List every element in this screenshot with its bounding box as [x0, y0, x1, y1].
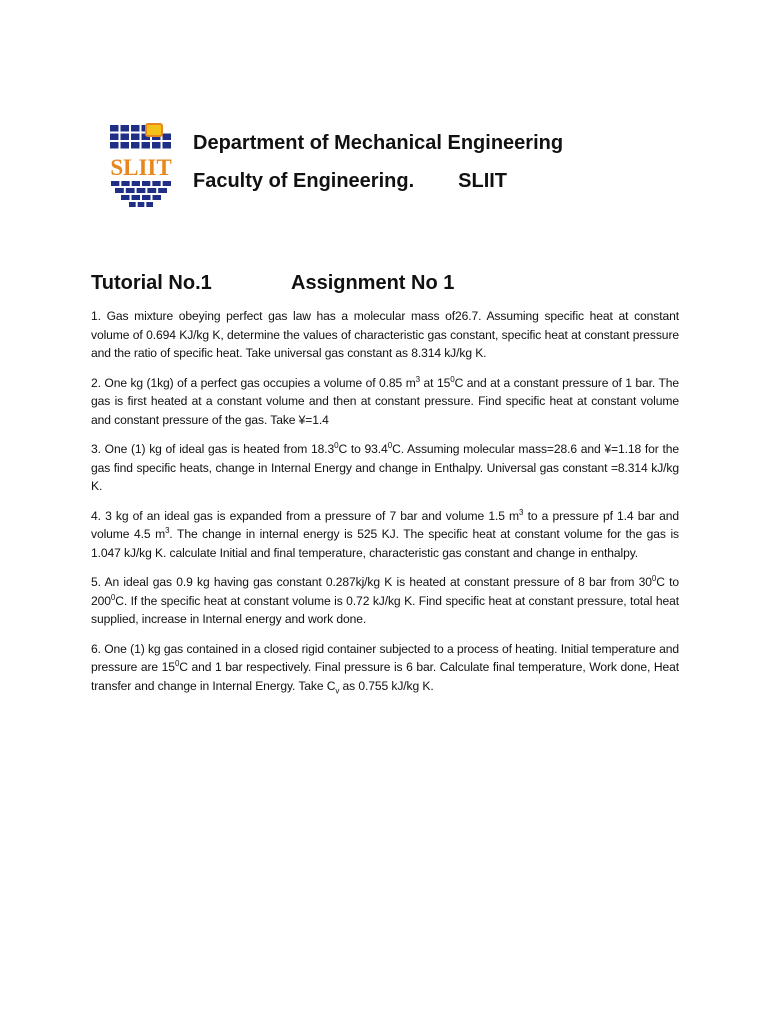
title-line — [91, 268, 455, 298]
question-text: C to 93.4 — [338, 442, 388, 456]
subscript: v — [335, 685, 340, 695]
superscript: 0 — [110, 592, 116, 602]
superscript: 0 — [174, 658, 180, 668]
superscript: 3 — [415, 374, 421, 384]
question-text: C to 200 — [91, 575, 680, 608]
question-1 — [91, 307, 679, 363]
question-text: . The change in internal energy is 525 KJ. The specific heat at constant volume for the gas is 1.047 kJ/kg K. calculate Initial and final temperature, characteristic gas constant and change in enthalpy. — [91, 527, 679, 560]
logo-shield-block — [121, 181, 129, 186]
question-text: 2. One kg (1kg) of a perfect gas occupies a volume of 0.85 m — [91, 375, 416, 390]
sliit-logo — [106, 122, 176, 210]
question-text: 6. One (1) kg gas contained in a closed rigid container subjected to a process of heating. Initial temperature and pressure are 15 — [91, 641, 679, 674]
sliit-logo-graphic — [106, 122, 176, 210]
question-text: to a pressure pf 1.4 bar and volume 4.5 m — [91, 508, 680, 541]
logo-block — [110, 134, 119, 141]
logo-wordmark: SLIIT — [110, 155, 172, 180]
logo-block — [163, 134, 172, 141]
logo-block — [121, 134, 130, 141]
question-text: 5. An ideal gas 0.9 kg having gas constant 0.287kj/kg K is heated at constant pressure of 8 bar from 30 — [91, 575, 652, 589]
logo-shield-block — [138, 202, 145, 207]
logo-shield — [111, 181, 171, 207]
superscript: 0 — [387, 440, 393, 450]
question-text: C and 1 bar respectively. Final pressure is 6 bar. Calculate final temperature, Work done, Heat transfer and change in Internal Energy. Take C — [91, 660, 679, 693]
lion-emblem — [146, 124, 162, 136]
logo-block — [110, 125, 119, 132]
department-name: Department of Mechanical Engineering — [193, 132, 564, 154]
logo-shield-block — [111, 181, 119, 186]
logo-block — [131, 125, 140, 132]
logo-shield-block — [142, 195, 151, 200]
faculty-line — [193, 166, 713, 196]
question-text: C. Assuming molecular mass=28.6 and ¥=1.18 for the gas find specific heats, change in Internal Energy and change in Enthalpy. Universal gas constant =8.314 kJ/kg K. — [91, 442, 679, 493]
logo-shield-block — [115, 188, 124, 193]
superscript: 3 — [165, 525, 170, 535]
question-text: C. If the specific heat at constant volume is 0.72 kJ/kg K. Find specific heat at constant pressure, total heat supplied, increase in Internal energy and work done. — [91, 593, 679, 626]
tutorial-number: Tutorial No.1 — [91, 272, 212, 294]
assignment-number: Assignment No 1 — [291, 272, 455, 294]
question-text: C and at a constant pressure of 1 bar. The gas is first heated at a constant volume and then at constant pressure. Find specific heat at constant volume and constant pressure of the gas. Take ¥=1.4 — [91, 375, 679, 427]
question-text: at 15 — [420, 375, 451, 390]
question-2 — [91, 374, 679, 430]
logo-shield-block — [129, 202, 136, 207]
question-6 — [91, 640, 679, 696]
logo-shield-block — [152, 181, 160, 186]
superscript: 3 — [519, 507, 524, 517]
question-text: 4. 3 kg of an ideal gas is expanded from a pressure of 7 bar and volume 1.5 m — [91, 508, 520, 523]
logo-shield-block — [132, 195, 141, 200]
logo-block — [163, 142, 172, 149]
question-text: 3. One (1) kg of ideal gas is heated from 18.3 — [91, 442, 335, 456]
logo-shield-block — [158, 188, 167, 193]
question-5 — [91, 573, 679, 629]
faculty-name: Faculty of Engineering. — [193, 170, 415, 192]
question-3 — [91, 440, 679, 496]
question-list — [91, 307, 679, 706]
logo-shield-block — [142, 181, 150, 186]
logo-shield-block — [121, 195, 130, 200]
superscript: 0 — [450, 374, 455, 384]
superscript: 0 — [334, 440, 339, 450]
logo-shield-block — [132, 181, 140, 186]
logo-block — [121, 125, 130, 132]
logo-shield-block — [146, 202, 153, 207]
logo-block — [131, 134, 140, 141]
question-4 — [91, 507, 679, 563]
logo-shield-block — [153, 195, 162, 200]
institute-name: SLIIT — [458, 170, 508, 192]
logo-shield-block — [137, 188, 146, 193]
logo-block — [131, 142, 140, 149]
logo-shield-block — [147, 188, 156, 193]
logo-block — [142, 142, 151, 149]
header — [193, 128, 713, 196]
question-text: as 0.755 kJ/kg K. — [339, 678, 434, 693]
logo-shield-block — [126, 188, 135, 193]
logo-block — [152, 142, 161, 149]
logo-block — [121, 142, 130, 149]
logo-shield-block — [163, 181, 171, 186]
superscript: 0 — [651, 573, 657, 583]
question-text: 1. Gas mixture obeying perfect gas law has a molecular mass of26.7. Assuming specific heat at constant volume of 0.694 KJ/kg K, determine the values of characteristic gas constant, specific heat at constant pressure and the ratio of specific heat. Take universal gas constant as 8.314 kJ/kg K. — [91, 309, 679, 360]
logo-block — [110, 142, 119, 149]
